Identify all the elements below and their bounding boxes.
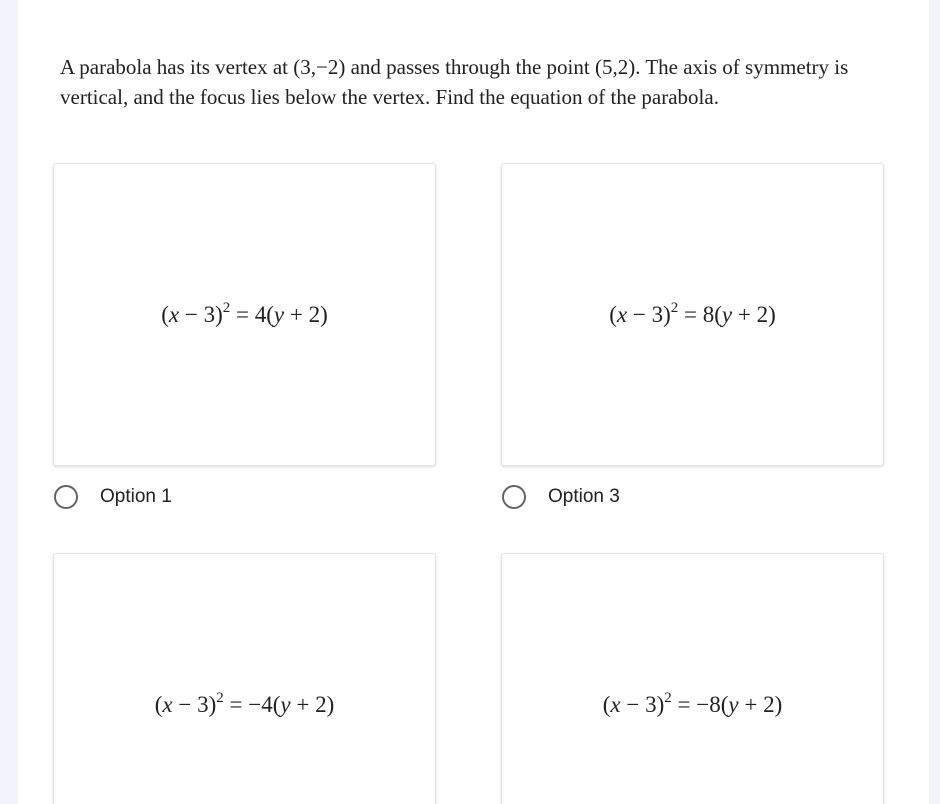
option-3-formula: $(x - 3)^2 = 8(y + 2)$ [609,299,776,327]
option-3[interactable] [502,485,620,509]
question-page [18,0,929,804]
option-bottom-left-formula: $(x - 3)^2 = -4(y + 2)$ [154,689,335,717]
option-3-image-card[interactable] [501,163,884,466]
option-1-radio[interactable] [54,485,78,509]
option-3-radio[interactable] [502,485,526,509]
option-1-image-card[interactable] [53,163,436,466]
option-bottom-right-formula: $(x - 3)^2 = -8(y + 2)$ [602,689,783,717]
option-bottom-left-image-card[interactable] [53,553,436,804]
option-1-formula: $(x - 3)^2 = 4(y + 2)$ [161,299,328,327]
question-text: A parabola has its vertex at (3,−2) and passes through the point (5,2). The axis of symmetry is vertical, and the focus lies below the vertex. Find the equation of the parabola. [60,55,849,109]
option-1-label: Option 1 [100,486,172,507]
option-bottom-right-image-card[interactable] [501,553,884,804]
option-1[interactable] [54,485,172,509]
option-3-label: Option 3 [548,486,620,507]
